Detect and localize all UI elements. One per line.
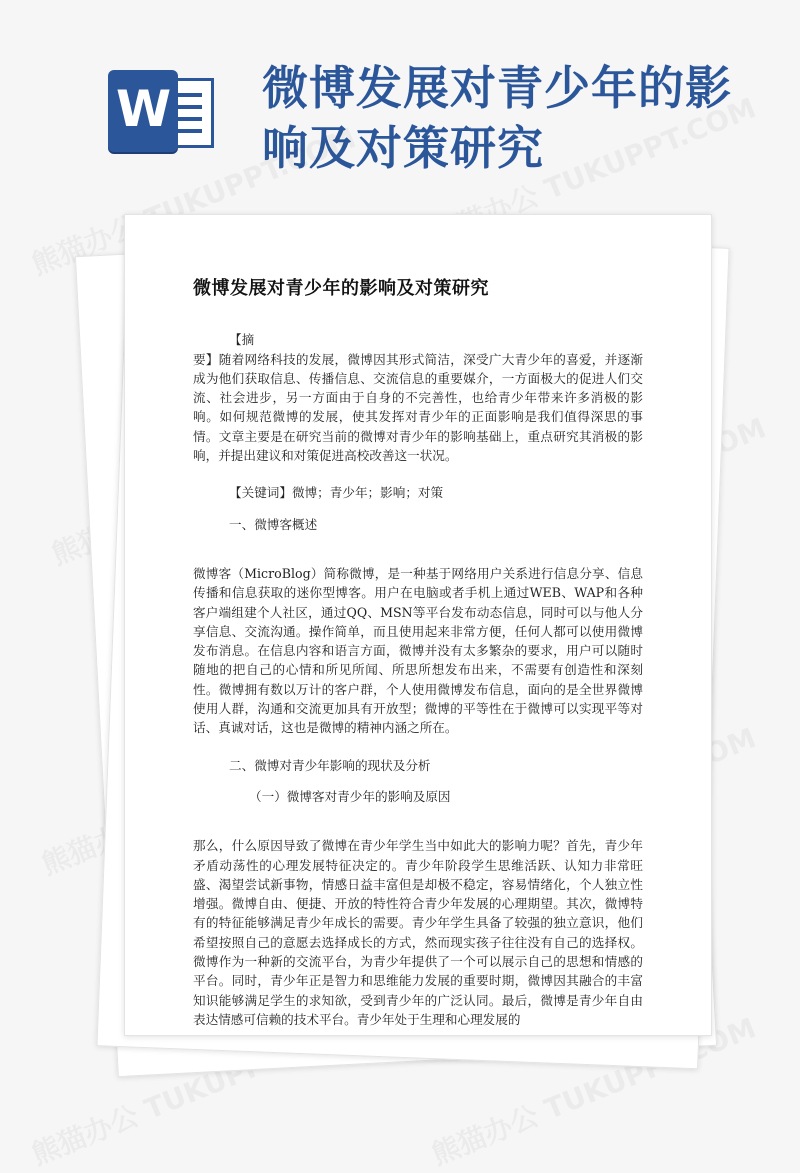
document-content (193, 279, 643, 1029)
word-app-icon (108, 66, 218, 156)
word-letter: W (116, 80, 172, 138)
section-heading: 二、微博对青少年影响的现状及分析 (229, 757, 431, 773)
subsection-heading: （一）微博客对青少年的影响及原因 (249, 788, 451, 804)
abstract-text: 要】随着网络科技的发展，微博因其形式简洁，深受广大青少年的喜爱，并逐渐成为他们获取信息、传播信息、交流信息的重要媒介，一方面极大的促进人们交流、社会进步，另一方面由于自身的不完善性，也给青少年带来许多消极的影响。如何规范微博的发展，使其发挥对青少年的正面影响是我们值得深思的事情。文章主要是在研究当前的微博对青少年的影响基础上，重点研究其消极的影响，并提出建议和对策促进高校改善这一状况。 (193, 351, 643, 464)
document-page (124, 214, 712, 1036)
abstract-label: 【摘 (229, 332, 255, 348)
section-paragraph: 微博客（MicroBlog）简称微博，是一种基于网络用户关系进行信息分享、信息传播和信息获取的迷你型博客。用户在电脑或者手机上通过WEB、WAP和各种客户端组建个人社区，通过QQ、MSN等平台发布动态信息，同时可以与他人分享信息、交流沟通。操作简单，而且使用起来非常方便，任何人都可以使用微博发布消息。在信息内容和语言方面，微博并没有太多繁杂的要求，用户可以随时随地的把自己的心情和所见所闻、所思所想发布出来，不需要有创造性和深刻性。微博拥有数以万计的客户群，个人使用微博发布信息，面向的是全世界微博使用人群，沟通和交流更加具有开放型；微博的平等性在于微博可以实现平等对话、真诚对话，这也是微博的精神内涵之所在。 (193, 565, 643, 736)
section-paragraph: 那么，什么原因导致了微博在青少年学生当中如此大的影响力呢？首先，青少年矛盾动荡性的心理发展特征决定的。青少年阶段学生思维活跃、认知力非常旺盛、渴望尝试新事物，情感日益丰富但是却极不稳定，容易情绪化，个人独立性增强。微博自由、便捷、开放的特性符合青少年发展的心理期望。其次，微博特有的特征能够满足青少年成长的需要。青少年学生具备了较强的独立意识，他们希望按照自己的意愿去选择成长的方式，然而现实孩子往往没有自己的选择权。微博作为一种新的交流平台，为青少年提供了一个可以展示自己的思想和情感的平台。同时，青少年正是智力和思维能力发展的重要时期，微博因其融合的丰富知识能够满足学生的求知欲，受到青少年的广泛认同。最后，微博是青少年自由表达情感可信赖的技术平台。青少年处于生理和心理发展的 (193, 838, 643, 1027)
keywords: 【关键词】微博；青少年；影响；对策 (229, 485, 444, 501)
document-title: 微博发展对青少年的影响及对策研究 (193, 278, 489, 299)
section-heading: 一、微博客概述 (229, 516, 318, 532)
page-title: 微博发展对青少年的影响及对策研究 (262, 61, 732, 175)
word-badge (108, 70, 178, 152)
